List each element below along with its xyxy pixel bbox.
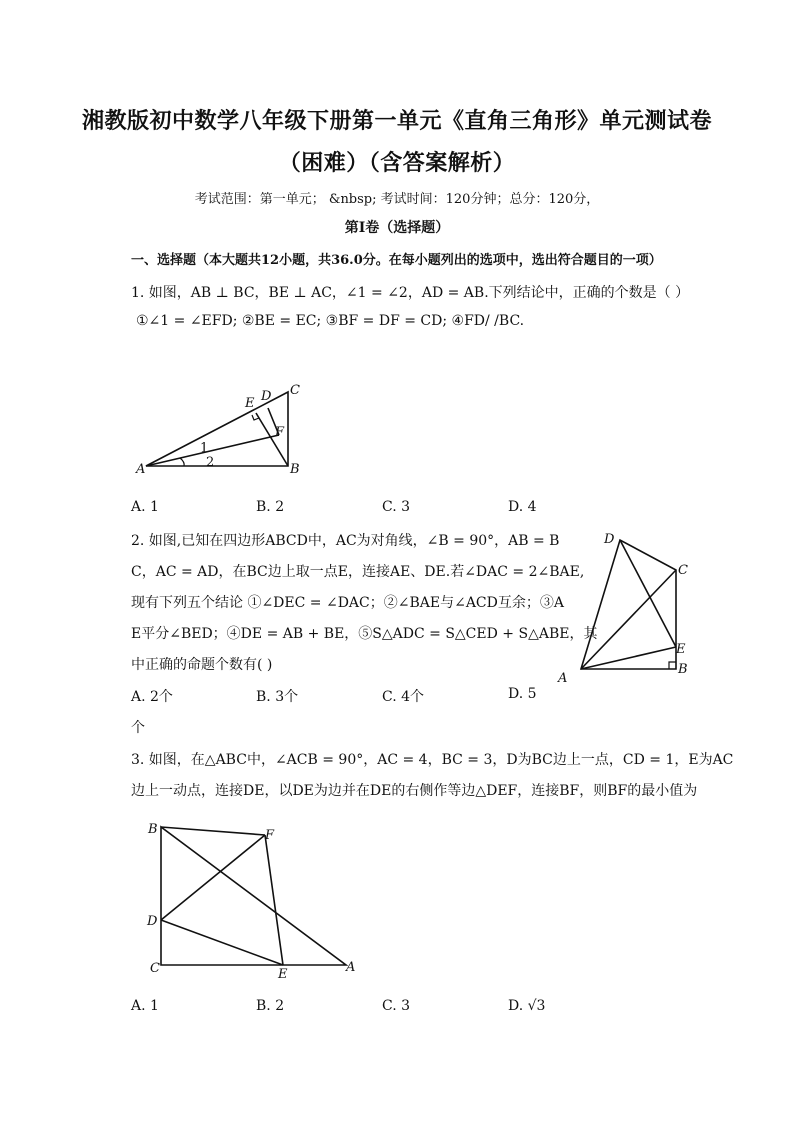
q2-line3: 现有下列五个结论 ①∠DEC = ∠DAC；②∠BAE与∠ACD互余；③A — [131, 595, 564, 611]
q1-label-d: D — [261, 389, 272, 404]
q2-segment-de — [620, 540, 676, 647]
q2-line2: C，AC = AD，在BC边上取一点E，连接AE、DE.若∠DAC = 2∠BAE, — [131, 564, 585, 580]
q2-option-d[interactable]: D. 5 — [508, 686, 537, 702]
q2-option-b[interactable]: B. 3个 — [256, 689, 299, 705]
q1-label-c: C — [290, 383, 300, 398]
q3-segment-de — [161, 920, 283, 965]
q3-option-a[interactable]: A. 1 — [131, 998, 159, 1014]
q3-label-f: F — [265, 828, 275, 843]
q3-label-d: D — [147, 914, 158, 929]
q2-line4: E平分∠BED；④DE = AB + BE，⑤S△ADC = S△CED + S△ABE，其 — [131, 626, 598, 642]
exam-meta: 考试范围：第一单元； &nbsp; 考试时间：120分钟；总分：120分， — [194, 192, 600, 207]
q2-segment-ae — [581, 647, 676, 669]
q1-items: ①∠1 = ∠EFD; ②BE = EC; ③BF = DF = CD; ④FD/ /BC. — [136, 313, 525, 329]
q2-right-angle-mark — [669, 662, 676, 669]
q2-label-d: D — [604, 532, 615, 547]
q3-line2: 边上一动点，连接DE，以DE为边并在DE的右侧作等边△DEF，连接BF，则BF的最小值为 — [131, 783, 698, 799]
q3-option-d[interactable]: D. √3 — [508, 998, 546, 1014]
q3-segment-bf — [161, 827, 265, 835]
q2-figure — [553, 530, 713, 690]
q1-option-b[interactable]: B. 2 — [256, 499, 285, 515]
q3-label-b: B — [148, 822, 158, 837]
q2-option-d-tail: 个 — [131, 720, 145, 736]
q3-option-b[interactable]: B. 2 — [256, 998, 285, 1014]
q2-label-a: A — [558, 671, 568, 686]
q1-label-e: E — [245, 396, 255, 411]
q1-stem: 1. 如图，AB ⊥ BC，BE ⊥ AC，∠1 = ∠2，AD = AB.下列结论中，正确的个数是（ ） — [131, 285, 690, 301]
q1-option-d[interactable]: D. 4 — [508, 499, 537, 515]
q2-label-c: C — [678, 563, 688, 578]
q1-label-angle1: 1 — [200, 441, 209, 456]
q1-option-a[interactable]: A. 1 — [131, 499, 159, 515]
q2-label-e: E — [676, 642, 686, 657]
q1-figure — [130, 380, 310, 480]
q3-triangle-abc — [161, 827, 346, 965]
q3-label-c: C — [150, 961, 160, 976]
q3-segment-fe — [265, 835, 283, 965]
q1-option-c[interactable]: C. 3 — [382, 499, 411, 515]
q2-option-a[interactable]: A. 2个 — [131, 689, 173, 705]
exam-title-line1: 湘教版初中数学八年级下册第一单元《直角三角形》单元测试卷 — [81, 109, 712, 134]
q1-label-f: F — [275, 425, 285, 440]
q3-label-a: A — [346, 960, 356, 975]
q2-option-c[interactable]: C. 4个 — [382, 689, 425, 705]
q2-label-b: B — [678, 662, 688, 677]
q3-label-e: E — [278, 967, 288, 982]
q1-angle-arc — [180, 458, 184, 466]
q2-line1: 2. 如图,已知在四边形ABCD中，AC为对角线，∠B = 90°，AB = B — [131, 533, 560, 549]
volume-heading: 第Ⅰ卷（选择题） — [344, 220, 450, 236]
q3-figure — [140, 815, 370, 985]
q1-label-angle2: 2 — [206, 455, 215, 470]
exam-title-line2: （困难）（含答案解析） — [278, 151, 516, 176]
q1-label-a: A — [136, 462, 146, 477]
q1-label-b: B — [290, 462, 300, 477]
q3-segment-df — [161, 835, 265, 920]
q2-line5: 中正确的命题个数有( ) — [131, 657, 273, 673]
q3-option-c[interactable]: C. 3 — [382, 998, 411, 1014]
section-heading: 一、选择题（本大题共12小题，共36.0分。在每小题列出的选项中，选出符合题目的一项） — [131, 253, 662, 268]
q3-line1: 3. 如图，在△ABC中，∠ACB = 90°，AC = 4，BC = 3，D为BC边上一点，CD = 1，E为AC — [131, 752, 734, 768]
